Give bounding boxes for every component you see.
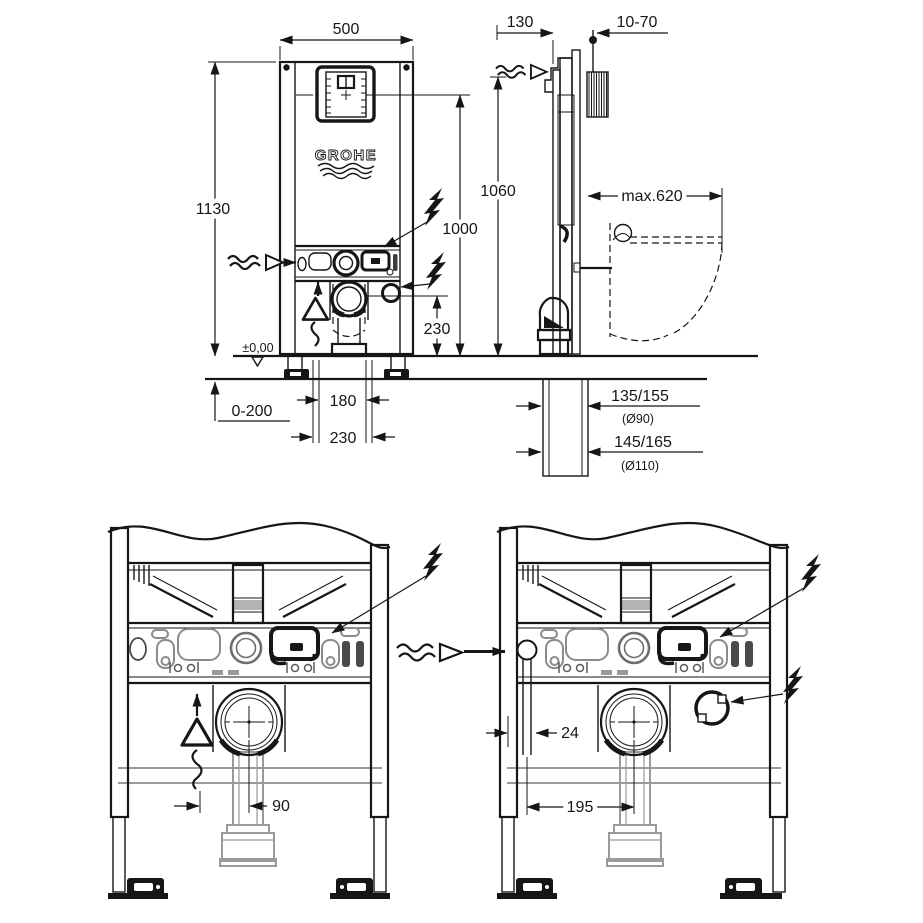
drain-connection [213, 685, 285, 813]
dim-actuation-height: 1000 [442, 221, 478, 238]
dim-outlet-b: 145/165 [614, 434, 672, 451]
dim-width: 500 [332, 21, 360, 38]
floor-level-icon [252, 357, 263, 366]
dim-max-projection: max.620 [621, 188, 683, 205]
dim-spacing-outer: 230 [329, 430, 357, 447]
dim-outlet-a-dia: (Ø90) [622, 412, 654, 426]
bracket-fittings [130, 628, 364, 675]
cable-grommet [383, 285, 400, 302]
water-inlet-icon [228, 255, 296, 270]
drain-connection [598, 685, 670, 814]
detail-view-right [397, 523, 821, 899]
dim-outlet-a: 135/155 [611, 388, 669, 405]
side-view [496, 30, 722, 476]
dim-height: 1130 [195, 201, 231, 218]
floor-level-label: ±0,00 [242, 341, 274, 355]
electric-connection-icon [731, 666, 803, 704]
dim-outlet-b-dia: (Ø110) [621, 459, 659, 473]
foot-plate [108, 878, 390, 899]
drain-wave-icon [312, 322, 319, 346]
detail-view-left [108, 523, 443, 899]
dim-depth: 130 [506, 14, 534, 31]
foot-plate [497, 878, 782, 899]
cut-line [497, 523, 789, 548]
dim-inlet-height: 1060 [480, 183, 516, 200]
cut-line [108, 523, 390, 548]
front-view [228, 62, 470, 443]
mounting-bracket-band [295, 246, 400, 281]
electric-connection-icon [401, 252, 446, 290]
water-inlet-port [518, 641, 537, 660]
dim-inlet-offset: 24 [561, 725, 579, 742]
water-inlet-icon [397, 644, 505, 661]
dim-left-drain-offset: 90 [272, 798, 290, 815]
wall-anchor-sleeve [587, 30, 608, 117]
grohe-logo [315, 147, 378, 179]
corner-screw-icon [403, 64, 409, 70]
drain-socket [330, 281, 368, 356]
dim-floor-buildup: 0-200 [231, 403, 273, 420]
dim-drain-height: 230 [423, 321, 451, 338]
dim-right-drain-offset: 195 [566, 799, 594, 816]
corner-screw-icon [283, 64, 289, 70]
caution-triangle-icon [303, 282, 328, 346]
dim-wall-range: 10-70 [616, 14, 658, 31]
brand-text: GROHE [314, 147, 378, 164]
caution-triangle-icon [182, 694, 212, 789]
cable-grommet [696, 692, 728, 724]
dim-spacing-inner: 180 [329, 393, 357, 410]
inspection-shaft [317, 67, 374, 121]
